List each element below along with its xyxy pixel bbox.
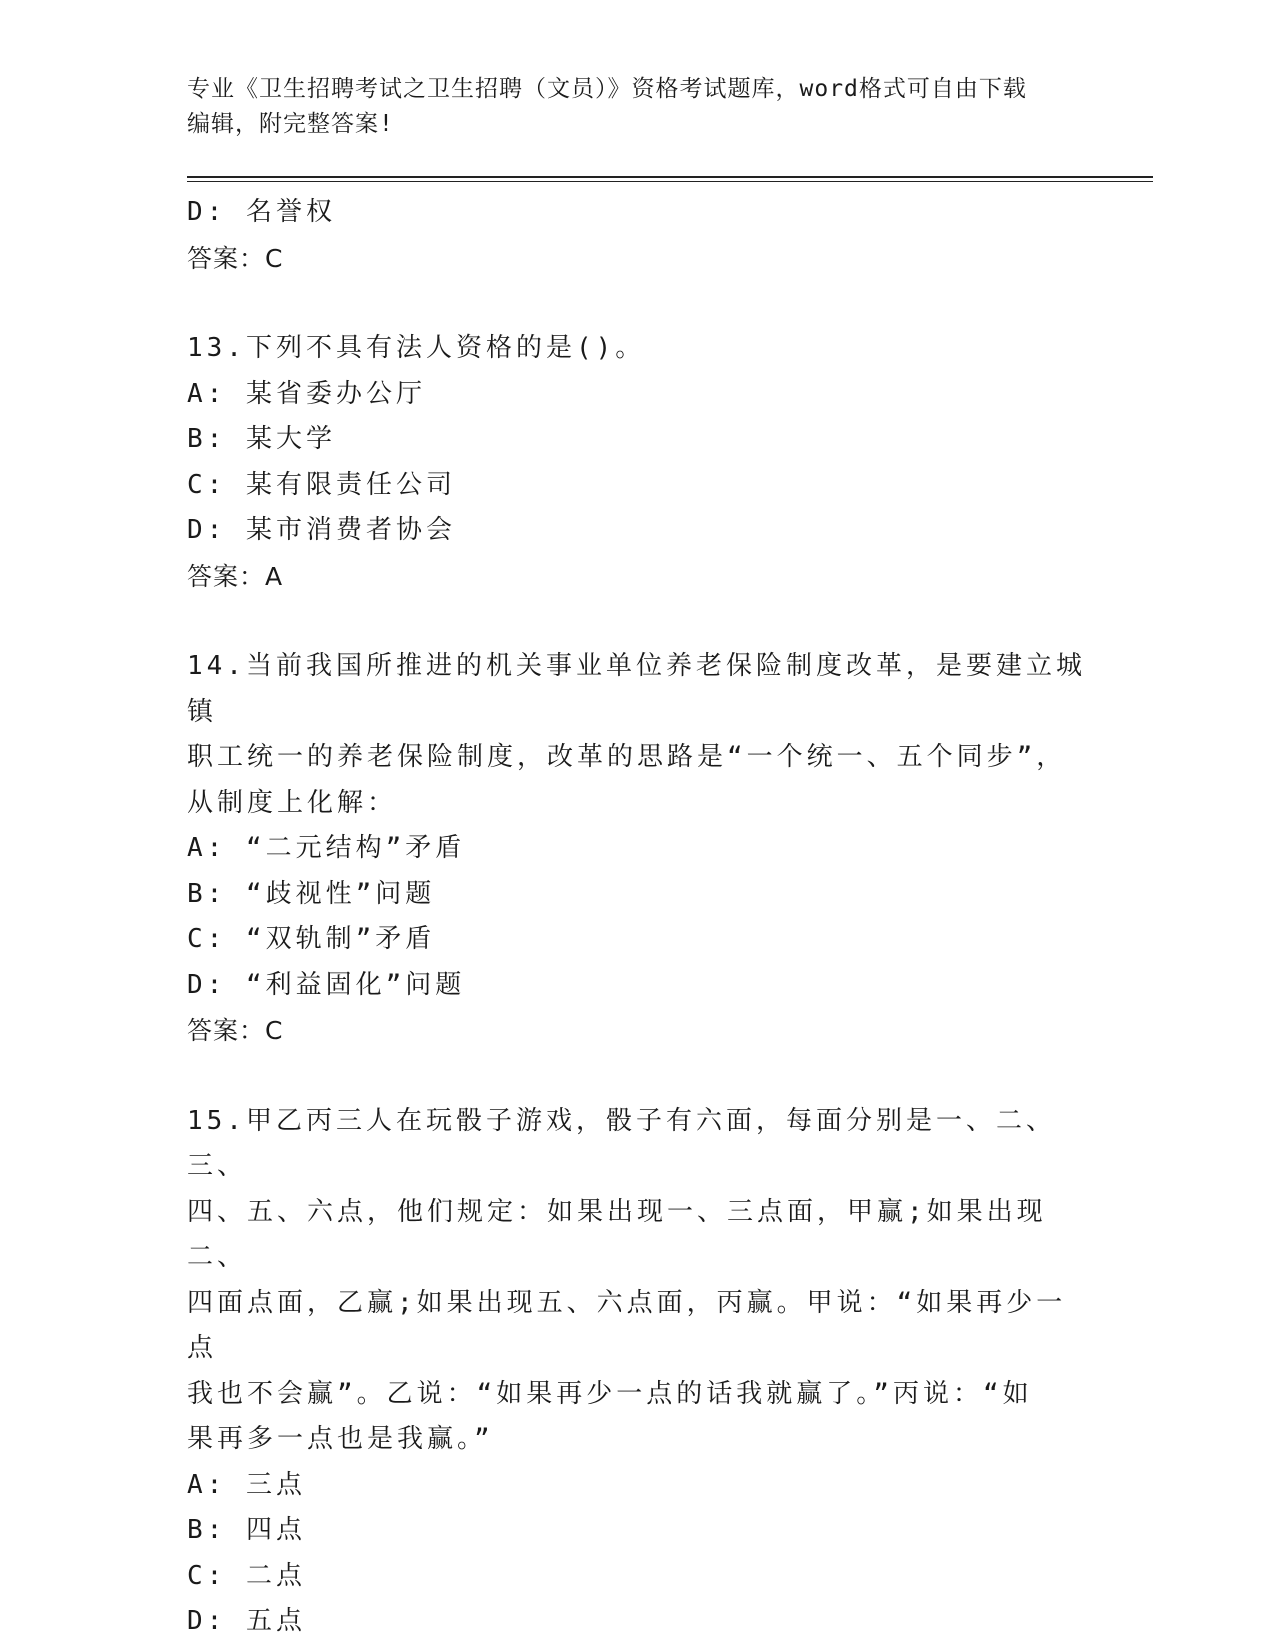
question-12-tail [187, 190, 1087, 281]
question-stem [187, 326, 1087, 372]
stem-line: 从制度上化解： [187, 787, 398, 818]
stem-line: 15.甲乙丙三人在玩骰子游戏，骰子有六面，每面分别是一、二、三、 [187, 1105, 1056, 1181]
question-13 [187, 326, 1087, 599]
option-a: A: “二元结构”矛盾 [187, 833, 466, 863]
question-stem [187, 1099, 1087, 1463]
option-d: D: 五点 [187, 1606, 306, 1636]
option-b: B: 四点 [187, 1515, 306, 1545]
question-14 [187, 644, 1087, 1054]
answer-line: 答案：C [187, 243, 284, 273]
stem-line: 我也不会赢”。乙说：“如果再少一点的话我就赢了。”丙说：“如 [187, 1378, 1033, 1409]
stem-line: 13.下列不具有法人资格的是()。 [187, 333, 646, 363]
option-a: A: 某省委办公厅 [187, 378, 426, 409]
header-line-1: 专业《卫生招聘考试之卫生招聘（文员）》资格考试题库，word格式可自由下载 [187, 76, 1027, 102]
header-divider-thin [187, 181, 1153, 182]
option-d: D: 名誉权 [187, 197, 336, 227]
answer-line: 答案：A [187, 561, 284, 591]
option-d: D: 某市消费者协会 [187, 515, 456, 545]
option-c: C: 二点 [187, 1560, 306, 1591]
header-divider-thick [187, 176, 1153, 178]
option-c: C: 某有限责任公司 [187, 469, 456, 500]
option-a: A: 三点 [187, 1469, 306, 1500]
stem-line: 四面点面，乙赢;如果出现五、六点面，丙赢。甲说：“如果再少一点 [187, 1287, 1067, 1363]
option-b: B: 某大学 [187, 424, 336, 454]
stem-line: 果再多一点也是我赢。” [187, 1424, 494, 1454]
stem-line: 四、五、六点，他们规定：如果出现一、三点面，甲赢;如果出现二、 [187, 1196, 1047, 1272]
option-c: C: “双轨制”矛盾 [187, 924, 436, 954]
option-b: B: “歧视性”问题 [187, 878, 436, 909]
question-list [187, 190, 1087, 1645]
document-header [187, 72, 1087, 142]
stem-line: 14.当前我国所推进的机关事业单位养老保险制度改革，是要建立城镇 [187, 651, 1086, 727]
stem-line: 职工统一的养老保险制度，改革的思路是“一个统一、五个同步”， [187, 742, 1067, 772]
question-15 [187, 1099, 1087, 1645]
answer-line: 答案：C [187, 1016, 284, 1045]
option-d: D: “利益固化”问题 [187, 969, 466, 1000]
header-line-2: 编辑，附完整答案! [187, 111, 394, 137]
question-stem [187, 644, 1087, 826]
